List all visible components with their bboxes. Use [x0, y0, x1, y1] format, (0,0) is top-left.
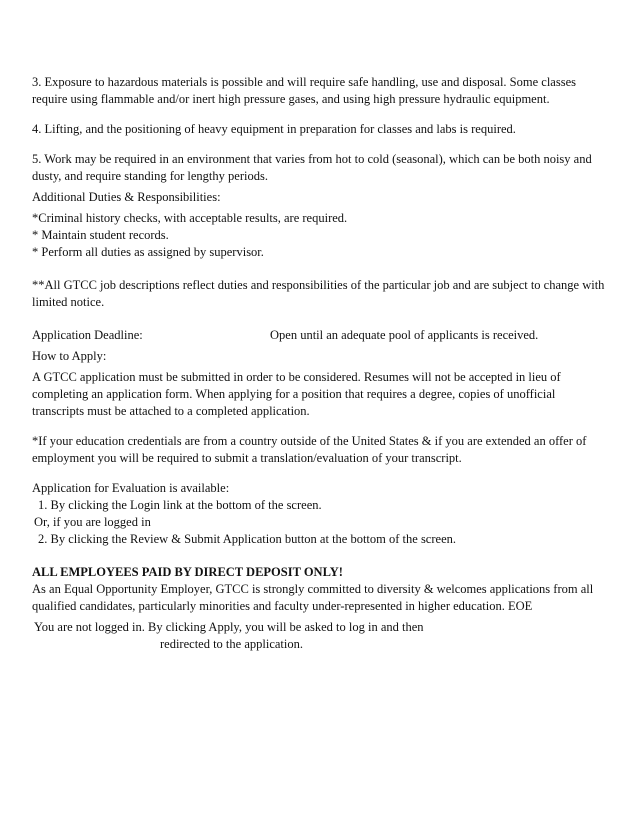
- deadline-value: Open until an adequate pool of applicants is received.: [270, 328, 539, 342]
- application-instructions: [32, 369, 606, 420]
- item-3-line-1: 3. Exposure to hazardous materials is possible and will require safe handling, use and disposal. Some classes: [32, 75, 576, 89]
- evaluation-heading: Application for Evaluation is available:: [32, 481, 230, 495]
- item-5-line-1: 5. Work may be required in an environment that varies from hot to cold (seasonal), which can be both noisy and: [32, 152, 592, 166]
- apply-line-2: completing an application form. When applying for a position that requires a degree, copies of unofficial: [32, 387, 556, 401]
- apply-line-1: A GTCC application must be submitted in order to be considered. Resumes will not be accepted in lieu of: [32, 370, 561, 384]
- eoe-line-2: qualified candidates, particularly minorities and faculty under-represented in higher education. EOE: [32, 599, 533, 613]
- apply-line-3: transcripts must be attached to a completed application.: [32, 404, 310, 418]
- deadline-label: Application Deadline:: [32, 328, 143, 342]
- duty-item: * Perform all duties as assigned by supervisor.: [32, 245, 264, 259]
- foreign-note-line-2: employment you will be required to submit a translation/evaluation of your transcript.: [32, 451, 462, 465]
- evaluation-step-1: 1. By clicking the Login link at the bottom of the screen.: [38, 498, 322, 512]
- item-3-hazardous-materials: [32, 74, 606, 108]
- item-3-line-2: require using flammable and/or inert high pressure gases, and using high pressure hydraulic equipment.: [32, 92, 550, 106]
- item-5-work-environment: [32, 151, 606, 185]
- how-to-apply-heading: How to Apply:: [32, 349, 107, 363]
- direct-deposit-notice: ALL EMPLOYEES PAID BY DIRECT DEPOSIT ONLY!: [32, 565, 343, 579]
- document-page: [32, 74, 606, 653]
- item-4-lifting: 4. Lifting, and the positioning of heavy equipment in preparation for classes and labs is required.: [32, 122, 516, 136]
- duty-item: * Maintain student records.: [32, 228, 169, 242]
- eoe-line-1: As an Equal Opportunity Employer, GTCC is strongly committed to diversity & welcomes applications from all: [32, 582, 594, 596]
- evaluation-or-line: Or, if you are logged in: [34, 515, 151, 529]
- gtcc-note-line-2: limited notice.: [32, 295, 105, 309]
- evaluation-instructions: [32, 480, 606, 548]
- evaluation-step-2: 2. By clicking the Review & Submit Application button at the bottom of the screen.: [38, 532, 456, 546]
- gtcc-job-description-note: [32, 277, 606, 311]
- login-note-line-2: redirected to the application.: [160, 637, 303, 651]
- duties-list: [32, 210, 606, 261]
- duty-item: *Criminal history checks, with acceptable results, are required.: [32, 211, 348, 225]
- foreign-note-line-1: *If your education credentials are from a country outside of the United States & if you are extended an offer of: [32, 434, 587, 448]
- login-note-line-1: You are not logged in. By clicking Apply, you will be asked to log in and then: [34, 620, 424, 634]
- application-deadline-row: [32, 327, 606, 344]
- login-note: [32, 619, 606, 653]
- gtcc-note-line-1: **All GTCC job descriptions reflect duties and responsibilities of the particular job and are subject to change with: [32, 278, 605, 292]
- foreign-credentials-note: [32, 433, 606, 467]
- additional-duties-heading: Additional Duties & Responsibilities:: [32, 190, 221, 204]
- item-5-line-2: dusty, and require standing for lengthy periods.: [32, 169, 268, 183]
- eoe-statement: [32, 581, 606, 615]
